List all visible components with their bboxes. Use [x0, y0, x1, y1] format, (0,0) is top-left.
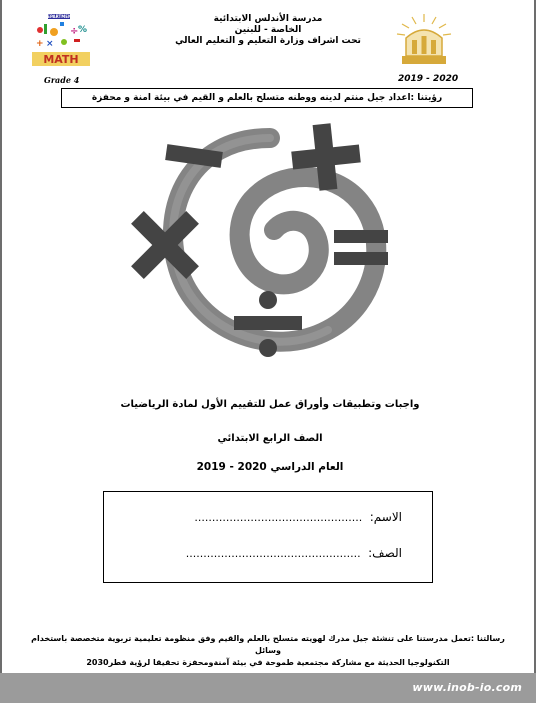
grade-title: الصف الرابع الابتدائي	[217, 433, 323, 444]
svg-text:%: %	[78, 25, 88, 35]
andalus-school-logo	[392, 12, 456, 68]
vision-statement: رؤيتنا :اعداد جيل منتم لدينه ووطنه متسلح بالعلم و القيم في بيئة امنة و محفزة	[91, 93, 443, 103]
vision-statement-box	[61, 88, 473, 108]
svg-text:DEPARTMENT: DEPARTMENT	[43, 14, 75, 20]
name-label: الاسم:	[369, 510, 402, 524]
math-department-logo	[30, 12, 92, 68]
svg-text:+: +	[36, 39, 44, 49]
name-dots: ................................................	[194, 511, 363, 524]
school-year-title: العام الدراسي 2020 - 2019	[196, 461, 344, 473]
svg-text:×: ×	[46, 39, 54, 49]
svg-text:÷: ÷	[70, 26, 79, 37]
math-symbols-illustration	[120, 118, 416, 370]
school-name: مدرسة الأندلس الابتدائية	[213, 14, 323, 24]
class-label: الصف:	[368, 546, 402, 560]
grade-label: Grade 4	[44, 75, 80, 85]
class-dots: ..................................................	[185, 547, 361, 560]
student-info-box	[103, 491, 433, 583]
school-header	[168, 14, 368, 47]
mission-line-2: التكنولوجيا الحديثة مع مشاركة مجتمعية طموحة في بيئة آمنةومحفزة تحقيقا لرؤية قطر2030	[86, 658, 450, 667]
class-field[interactable]	[186, 546, 402, 560]
mission-statement	[28, 633, 508, 669]
svg-text:MATH: MATH	[43, 53, 79, 66]
school-supervision: تحت اشراف وزارة التعليم و التعليم العالي	[175, 36, 361, 46]
left-border	[0, 0, 2, 703]
school-type: الخاصة - للبنين	[234, 25, 302, 35]
name-field[interactable]	[194, 510, 402, 524]
worksheet-title: واجبات وتطبيقات وأوراق عمل للتقييم الأول لمادة الرياضيات	[120, 399, 420, 410]
academic-year: 2019 - 2020	[398, 74, 459, 84]
mission-line-1: رسالتنا :تعمل مدرستنا على تنشئة جيل مدرك لهويته متسلح بالعلم والقيم وفق منظومة تعليمية تربوية متخصصة باستخدام وسائل	[31, 634, 505, 655]
footer-website[interactable]: www.inob-io.com	[412, 681, 522, 694]
